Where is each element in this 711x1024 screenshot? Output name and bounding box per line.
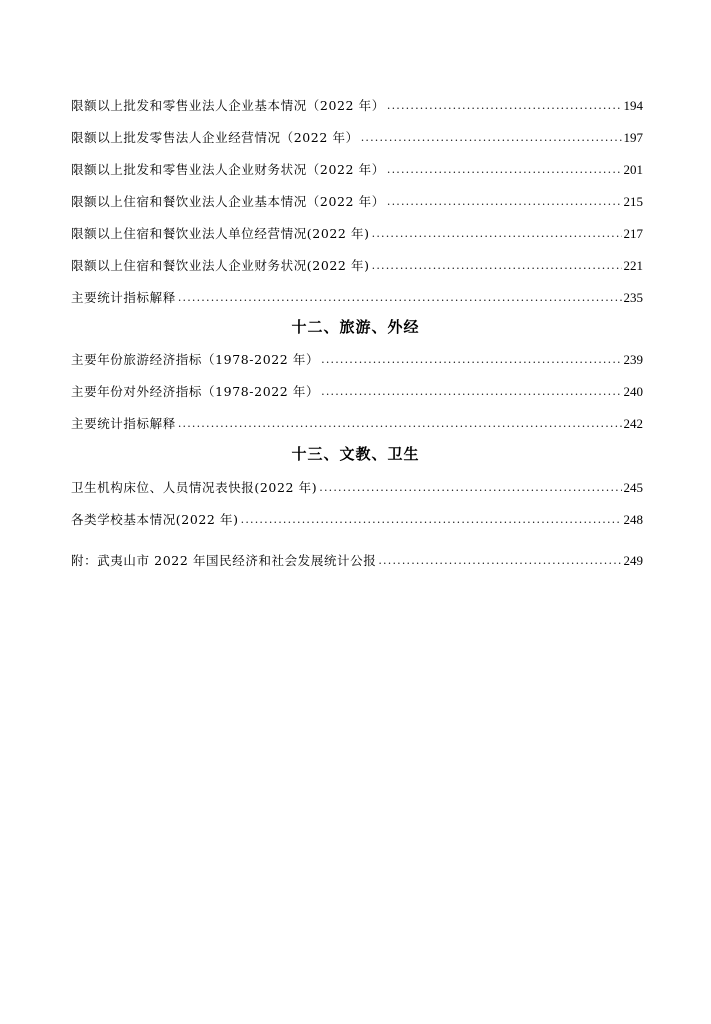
toc-entry-page: 240 — [623, 384, 643, 399]
toc-leader-dots — [372, 226, 622, 242]
toc-entry — [71, 254, 643, 274]
toc-leader-dots — [387, 98, 622, 114]
toc-entry-title: 附：武夷山市 2022 年国民经济和社会发展统计公报 — [71, 553, 377, 568]
toc-leader-dots — [378, 553, 621, 569]
toc-entry-title: 卫生机构床位、人员情况表快报(2022 年) — [71, 480, 318, 495]
toc-entry-title: 限额以上批发零售法人企业经营情况（2022 年） — [71, 130, 359, 145]
toc-entry-title: 主要统计指标解释 — [71, 416, 176, 431]
toc-entry-page: 215 — [623, 194, 643, 209]
toc-entry-title: 限额以上住宿和餐饮业法人企业财务状况(2022 年) — [71, 258, 370, 273]
toc-entry — [71, 126, 643, 146]
toc-leader-dots — [361, 130, 622, 146]
toc-entry — [71, 508, 643, 528]
toc-entry-page: 239 — [623, 352, 643, 367]
toc-entry-page: 201 — [623, 162, 643, 177]
toc-entry-title: 限额以上批发和零售业法人企业基本情况（2022 年） — [71, 98, 385, 113]
toc-entry-page: 217 — [623, 226, 643, 241]
toc-entry-page: 197 — [623, 130, 643, 145]
toc-entry-page: 221 — [623, 258, 643, 273]
toc-entry-title: 限额以上批发和零售业法人企业财务状况（2022 年） — [71, 162, 385, 177]
toc-entry-title: 限额以上住宿和餐饮业法人单位经营情况(2022 年) — [71, 226, 370, 241]
toc-entry — [71, 476, 643, 496]
toc-entry-page: 235 — [623, 290, 643, 305]
toc-leader-dots — [372, 258, 622, 274]
section-heading: 十二、旅游、外经 — [291, 318, 420, 336]
toc-entry — [71, 412, 643, 432]
toc-entry — [71, 190, 643, 210]
toc-leader-dots — [321, 352, 621, 368]
toc-entry-page: 245 — [623, 480, 643, 495]
toc-leader-dots — [178, 290, 622, 306]
toc-leader-dots — [387, 194, 622, 210]
toc-appendix-entry — [71, 549, 643, 569]
toc-entry-title: 主要年份旅游经济指标（1978-2022 年） — [71, 352, 320, 367]
toc-entry — [71, 380, 643, 400]
toc-entry-page: 249 — [623, 553, 643, 568]
toc-entry — [71, 158, 643, 178]
toc-entry-title: 主要统计指标解释 — [71, 290, 176, 305]
toc-entry-page: 194 — [623, 98, 643, 113]
toc-entry-title: 限额以上住宿和餐饮业法人企业基本情况（2022 年） — [71, 194, 385, 209]
toc-entry-title: 主要年份对外经济指标（1978-2022 年） — [71, 384, 320, 399]
toc-entry — [71, 348, 643, 368]
toc-leader-dots — [241, 512, 622, 528]
toc-entry-title: 各类学校基本情况(2022 年) — [71, 512, 239, 527]
toc-leader-dots — [319, 480, 621, 496]
toc-entry — [71, 94, 643, 114]
section-heading: 十三、文教、卫生 — [291, 445, 420, 463]
toc-entry-page: 248 — [623, 512, 643, 527]
toc-entry-page: 242 — [623, 416, 643, 431]
toc-leader-dots — [321, 384, 621, 400]
toc-entry — [71, 222, 643, 242]
toc-entry — [71, 286, 643, 306]
toc-leader-dots — [387, 162, 622, 178]
toc-leader-dots — [178, 416, 622, 432]
